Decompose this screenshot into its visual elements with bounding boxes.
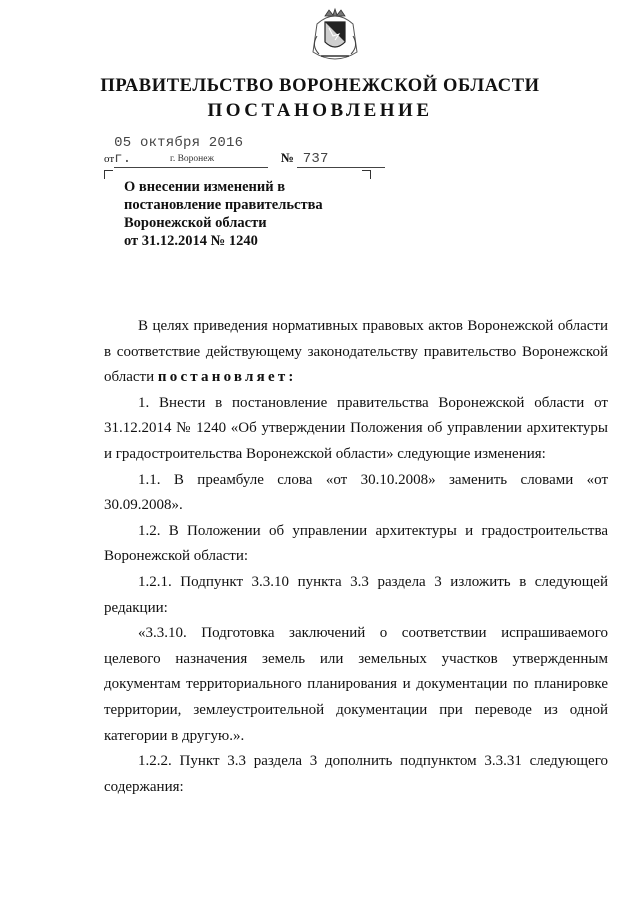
paragraph-quoted-3-3-10: «3.3.10. Подготовка заключений о соответствии испрашиваемого целевого назначения земель или земельных участков утвержденным документам территориального планирования и документации по планировке территории, землеустроительной документации при переводе из одной категории в другую.». xyxy=(104,625,608,744)
document-city: г. Воронеж xyxy=(170,154,215,164)
document-subject xyxy=(124,178,354,250)
preamble-text: В целях приведения нормативных правовых актов Воронежской области в соответствие действующему законодательству правительство Воронежской области xyxy=(104,318,608,386)
preamble-colon: : xyxy=(288,369,294,386)
subject-line: от 31.12.2014 № 1240 xyxy=(124,233,258,249)
organization-title: ПРАВИТЕЛЬСТВО ВОРОНЕЖСКОЙ ОБЛАСТИ xyxy=(100,76,540,96)
paragraph-item-1-2: 1.2. В Положении об управлении архитектуры и градостроительства Воронежской области: xyxy=(104,522,608,565)
date-prefix: от xyxy=(104,153,115,165)
paragraph-item-1: 1. Внести в постановление правительства Воронежской области от 31.12.2014 № 1240 «Об утверждении Положения об управлении архитектуры и градостроительства Воронежской области» следующие изменения: xyxy=(104,394,608,462)
resolves-word: постановляет xyxy=(157,369,289,386)
document-type-title: ПОСТАНОВЛЕНИЕ xyxy=(207,100,433,121)
corner-bracket-left xyxy=(104,170,113,179)
paragraph-item-1-1: 1.1. В преамбуле слова «от 30.10.2008» заменить словами «от 30.09.2008». xyxy=(104,471,608,514)
document-number: 737 xyxy=(302,151,329,167)
document-date: 05 октября 2016 г. xyxy=(114,135,244,167)
subject-line: постановление правительства xyxy=(124,197,323,213)
paragraph-preamble xyxy=(104,314,608,391)
subject-line: О внесении изменений в xyxy=(124,179,286,195)
document-body xyxy=(104,314,608,800)
coat-of-arms-icon xyxy=(295,6,375,70)
paragraph-item-1-2-2: 1.2.2. Пункт 3.3 раздела 3 дополнить подпунктом 3.3.31 следующего содержания: xyxy=(104,753,608,795)
number-prefix: № xyxy=(280,150,294,165)
subject-line: Воронежской области xyxy=(124,215,267,231)
corner-bracket-right xyxy=(362,170,371,179)
paragraph-item-1-2-1: 1.2.1. Подпункт 3.3.10 пункта 3.3 раздела 3 изложить в следующей редакции: xyxy=(104,573,608,616)
